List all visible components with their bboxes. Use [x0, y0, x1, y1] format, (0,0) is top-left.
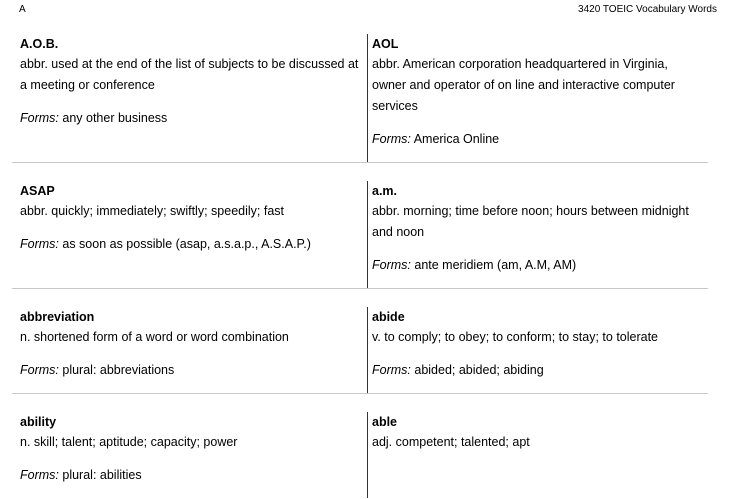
- forms-label: Forms:: [20, 237, 59, 251]
- page-header: [19, 4, 717, 18]
- vocabulary-entry: [368, 181, 708, 288]
- section-letter: A: [19, 4, 26, 15]
- vocabulary-row: [12, 307, 708, 394]
- entry-definition: n. shortened form of a word or word combination: [20, 330, 289, 344]
- vocabulary-entry: [368, 34, 708, 162]
- forms-label: Forms:: [372, 363, 411, 377]
- forms-value: abided; abided; abiding: [414, 363, 544, 377]
- vocabulary-entry: [12, 34, 368, 162]
- entry-definition: adj. competent; talented; apt: [372, 435, 530, 449]
- vocabulary-row: [12, 34, 708, 163]
- entry-forms: [372, 360, 700, 381]
- entry-definition: abbr. American corporation headquartered in Virginia, owner and operator of on line and interactive computer services: [372, 57, 675, 113]
- entry-forms: [372, 129, 700, 150]
- entry-term: ability: [20, 415, 57, 429]
- entry-forms: [20, 360, 359, 381]
- forms-value: plural: abilities: [62, 468, 142, 482]
- entry-term: able: [372, 415, 398, 429]
- entry-definition: abbr. quickly; immediately; swiftly; speedily; fast: [20, 204, 284, 218]
- forms-value: as soon as possible (asap, a.s.a.p., A.S.A.P.): [62, 237, 311, 251]
- vocabulary-entry: [12, 412, 368, 498]
- entry-definition: v. to comply; to obey; to conform; to stay; to tolerate: [372, 330, 659, 344]
- entry-definition: n. skill; talent; aptitude; capacity; power: [20, 435, 238, 449]
- vocabulary-table: [12, 34, 708, 498]
- forms-value: any other business: [62, 111, 168, 125]
- vocabulary-entry: [12, 181, 368, 288]
- entry-forms: [20, 108, 359, 129]
- forms-value: America Online: [413, 132, 500, 146]
- entry-forms: [20, 465, 359, 486]
- entry-forms: [20, 234, 359, 255]
- entry-term: A.O.B.: [20, 37, 59, 51]
- entry-term: abide: [372, 310, 405, 324]
- forms-label: Forms:: [20, 468, 59, 482]
- forms-label: Forms:: [20, 363, 59, 377]
- forms-value: plural: abbreviations: [62, 363, 175, 377]
- entry-term: ASAP: [20, 184, 55, 198]
- entry-definition: abbr. used at the end of the list of subjects to be discussed at a meeting or conference: [20, 57, 359, 92]
- vocabulary-entry: [12, 307, 368, 393]
- forms-label: Forms:: [372, 258, 411, 272]
- entry-term: abbreviation: [20, 310, 95, 324]
- forms-label: Forms:: [372, 132, 411, 146]
- document-title: 3420 TOEIC Vocabulary Words: [578, 4, 717, 15]
- entry-term: AOL: [372, 37, 399, 51]
- vocabulary-row: [12, 412, 708, 498]
- entry-definition: abbr. morning; time before noon; hours between midnight and noon: [372, 204, 689, 239]
- vocabulary-row: [12, 181, 708, 289]
- entry-forms: [372, 255, 700, 276]
- vocabulary-entry: [368, 307, 708, 393]
- forms-label: Forms:: [20, 111, 59, 125]
- vocabulary-entry: [368, 412, 708, 498]
- forms-value: ante meridiem (am, A.M, AM): [414, 258, 577, 272]
- entry-term: a.m.: [372, 184, 398, 198]
